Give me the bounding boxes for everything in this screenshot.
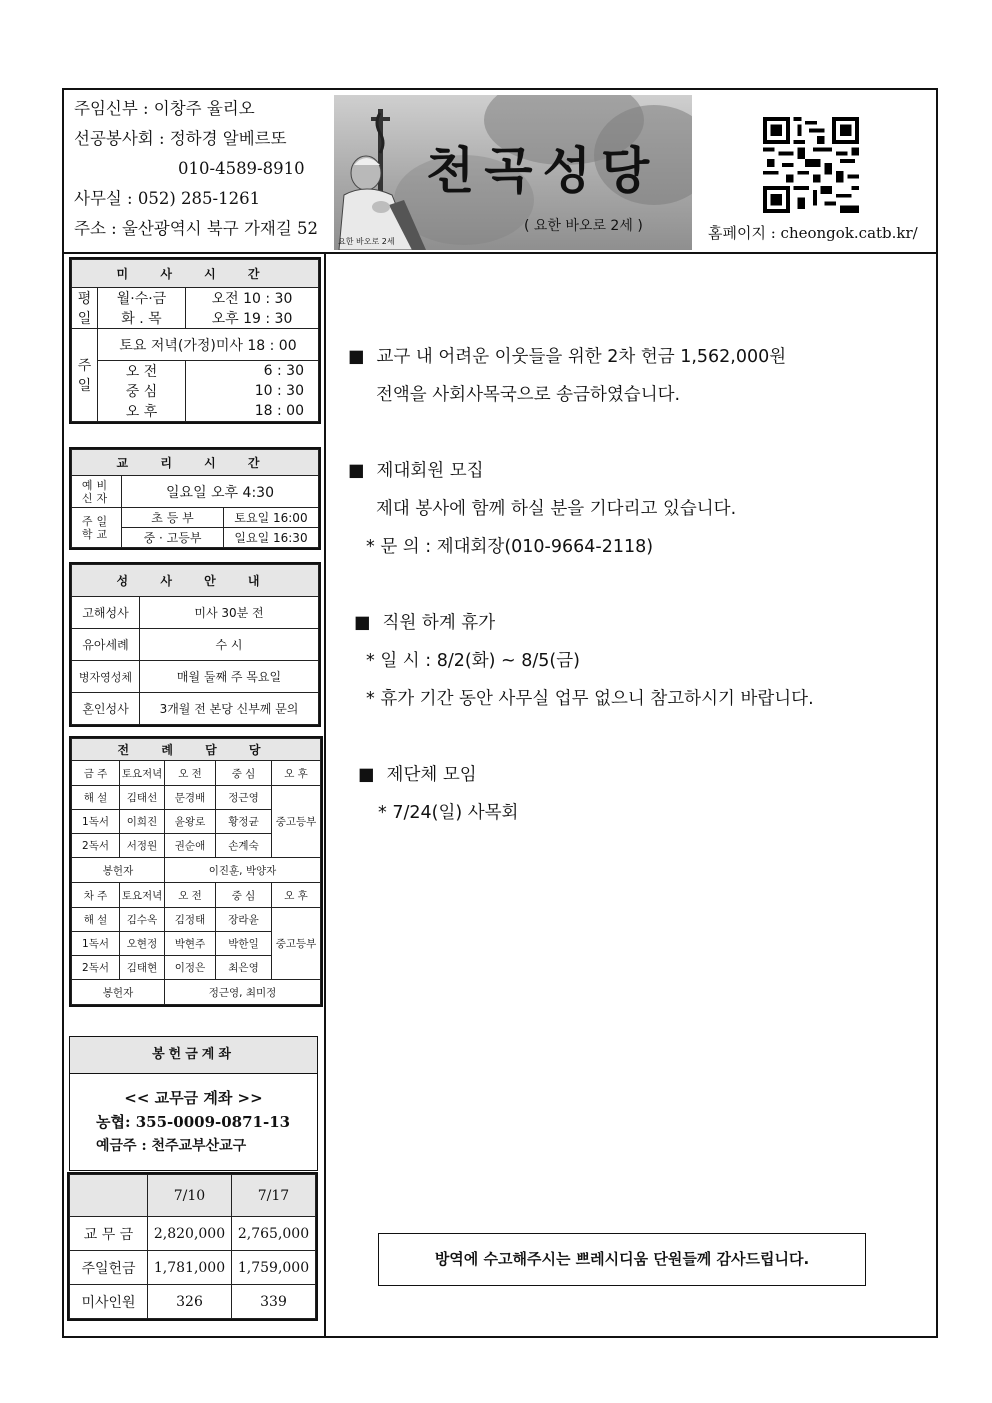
finance-value: 2,765,000 <box>232 1217 316 1251</box>
weekday-time-2: 오후 19 : 30 <box>186 308 319 329</box>
column-header: 중 심 <box>216 883 272 908</box>
assignee: 윤왕로 <box>165 810 216 834</box>
notice-second-collection <box>348 338 786 414</box>
liturgy-heading: 전 례 담 당 <box>72 739 321 761</box>
sacraments-heading: 성 사 안 내 <box>72 565 319 597</box>
role-label: 해 설 <box>72 908 120 932</box>
assignee: 박한일 <box>216 932 272 956</box>
sacrament-name: 고해성사 <box>72 597 140 629</box>
column-header: 오 후 <box>272 883 321 908</box>
saturday-mass: 토요 저녁(가정)미사 18 : 00 <box>98 329 319 361</box>
sacrament-name: 유아세례 <box>72 629 140 661</box>
notice-body: 전액을 사회사목국으로 송금하였습니다. <box>376 385 681 405</box>
column-divider <box>324 252 326 1338</box>
assignee: 서정원 <box>120 834 165 858</box>
ministers: 정근영, 최미정 <box>165 980 321 1005</box>
assignee: 손계숙 <box>216 834 272 858</box>
office-phone: 사무실 : 052) 285-1261 <box>74 189 261 208</box>
sunday-3-time: 18 : 00 <box>186 401 319 422</box>
notice-date: * 일 시 : 8/2(화) ~ 8/5(금) <box>366 651 580 671</box>
council-phone: 010-4589-8910 <box>178 159 305 178</box>
sacrament-value: 수 시 <box>140 629 319 661</box>
notice-heading: ■ 직원 하계 휴가 <box>354 604 814 642</box>
sunday-school-label: 주일학교 <box>72 508 122 548</box>
sacrament-value: 3개월 전 본당 신부께 문의 <box>140 693 319 725</box>
parish-banner <box>334 95 692 250</box>
assignee: 이희진 <box>120 810 165 834</box>
account-heading: 봉헌금계좌 <box>70 1037 317 1074</box>
assignee: 장라윤 <box>216 908 272 932</box>
offering-account-box <box>69 1036 318 1171</box>
weekday-label: 평일 <box>72 288 98 329</box>
thanks-box: 방역에 수고해주시는 쁘레시디움 단원들께 감사드립니다. <box>378 1233 866 1286</box>
assignee: 황정균 <box>216 810 272 834</box>
catechism-table <box>71 449 319 548</box>
catechumen-label: 예비신자 <box>72 476 122 508</box>
finance-corner <box>70 1175 148 1217</box>
sacrament-value: 미사 30분 전 <box>140 597 319 629</box>
notice-group-meeting <box>358 756 518 832</box>
pastor-line: 주임신부 : 이창주 율리오 <box>74 99 255 118</box>
secondary-time: 일요일 16:30 <box>224 528 319 548</box>
next-week-label: 차 주 <box>72 883 120 908</box>
column-header: 토요저녁 <box>120 761 165 786</box>
minister-label: 봉헌자 <box>72 980 165 1005</box>
sunday-1-time: 6 : 30 <box>186 361 319 382</box>
assignee: 박현주 <box>165 932 216 956</box>
assignee: 김수옥 <box>120 908 165 932</box>
assignee: 문경배 <box>165 786 216 810</box>
notice-staff-vacation <box>354 604 814 718</box>
role-label: 2독서 <box>72 834 120 858</box>
sunday-label: 주일 <box>72 329 98 422</box>
finance-label: 주일헌금 <box>70 1251 148 1285</box>
parish-info <box>74 94 318 244</box>
finance-label: 교 무 금 <box>70 1217 148 1251</box>
notice-contact: * 문 의 : 제대회장(010-9664-2118) <box>366 537 654 557</box>
elementary-label: 초 등 부 <box>122 508 224 528</box>
weekday-days-2: 화 . 목 <box>98 308 186 329</box>
mass-times-table <box>71 259 319 422</box>
notice-heading: ■ 제대회원 모집 <box>348 452 736 490</box>
parish-subtitle: ( 요한 바오로 2세 ) <box>524 218 643 234</box>
afternoon-assignee: 중고등부 <box>272 908 321 980</box>
image-caption: 요한 바오로 2세 <box>338 237 395 246</box>
weekday-days-1: 월·수·금 <box>98 288 186 309</box>
elementary-time: 토요일 16:00 <box>224 508 319 528</box>
finance-value: 326 <box>148 1285 232 1319</box>
notice-heading: ■ 교구 내 어려운 이웃들을 위한 2차 헌금 1,562,000원 <box>348 338 786 376</box>
sunday-2-label: 중 심 <box>98 381 186 401</box>
account-title: << 교무금 계좌 >> <box>124 1089 263 1107</box>
role-label: 1독서 <box>72 932 120 956</box>
afternoon-assignee: 중고등부 <box>272 786 321 858</box>
finance-value: 1,781,000 <box>148 1251 232 1285</box>
this-week-label: 금 주 <box>72 761 120 786</box>
account-holder: 예금주 : 천주교부산교구 <box>96 1138 247 1154</box>
finance-value: 1,759,000 <box>232 1251 316 1285</box>
sacrament-name: 혼인성사 <box>72 693 140 725</box>
homepage-link[interactable]: 홈페이지 : cheongok.catb.kr/ <box>708 224 918 242</box>
notice-heading: ■ 제단체 모임 <box>358 756 518 794</box>
sacrament-value: 매월 둘째 주 목요일 <box>140 661 319 693</box>
ministers: 이진훈, 박양자 <box>165 858 321 883</box>
sunday-2-time: 10 : 30 <box>186 381 319 401</box>
account-number: 농협: 355-0009-0871-13 <box>96 1113 291 1131</box>
role-label: 2독서 <box>72 956 120 980</box>
header-divider <box>62 252 938 254</box>
secondary-label: 중 · 고등부 <box>122 528 224 548</box>
column-header: 오 전 <box>165 761 216 786</box>
liturgy-table <box>71 738 321 1005</box>
sunday-3-label: 오 후 <box>98 401 186 422</box>
parish-title: 천곡성당 <box>426 142 660 200</box>
notice-body: 제대 봉사에 함께 하실 분을 기다리고 있습니다. <box>376 499 737 519</box>
address-line: 주소 : 울산광역시 북구 가재길 52 <box>74 219 319 238</box>
notice-body: * 휴가 기간 동안 사무실 업무 없으니 참고하시기 바랍니다. <box>366 689 814 709</box>
finance-value: 339 <box>232 1285 316 1319</box>
weekday-time-1: 오전 10 : 30 <box>186 288 319 309</box>
notice-body: * 7/24(일) 사목회 <box>378 803 519 823</box>
sunday-1-label: 오 전 <box>98 361 186 382</box>
qr-code-icon[interactable] <box>763 117 859 213</box>
column-header: 오 전 <box>165 883 216 908</box>
column-header: 오 후 <box>272 761 321 786</box>
assignee: 김태현 <box>120 956 165 980</box>
assignee: 정근영 <box>216 786 272 810</box>
sacrament-name: 병자영성체 <box>72 661 140 693</box>
finance-value: 2,820,000 <box>148 1217 232 1251</box>
column-header: 토요저녁 <box>120 883 165 908</box>
council-line: 선공봉사회 : 정하경 알베르또 <box>74 129 287 148</box>
finance-label: 미사인원 <box>70 1285 148 1319</box>
assignee: 김정태 <box>165 908 216 932</box>
mass-heading: 미 사 시 간 <box>72 260 319 288</box>
catechumen-time: 일요일 오후 4:30 <box>122 476 319 508</box>
finance-date: 7/17 <box>232 1175 316 1217</box>
role-label: 1독서 <box>72 810 120 834</box>
column-header: 중 심 <box>216 761 272 786</box>
finance-table <box>69 1174 316 1319</box>
minister-label: 봉헌자 <box>72 858 165 883</box>
assignee: 이정은 <box>165 956 216 980</box>
assignee: 권순애 <box>165 834 216 858</box>
catechism-heading: 교 리 시 간 <box>72 450 319 476</box>
finance-date: 7/10 <box>148 1175 232 1217</box>
sacraments-table <box>71 564 319 725</box>
notice-altar-members <box>348 452 736 566</box>
assignee: 최은영 <box>216 956 272 980</box>
role-label: 해 설 <box>72 786 120 810</box>
assignee: 오현정 <box>120 932 165 956</box>
assignee: 김태선 <box>120 786 165 810</box>
